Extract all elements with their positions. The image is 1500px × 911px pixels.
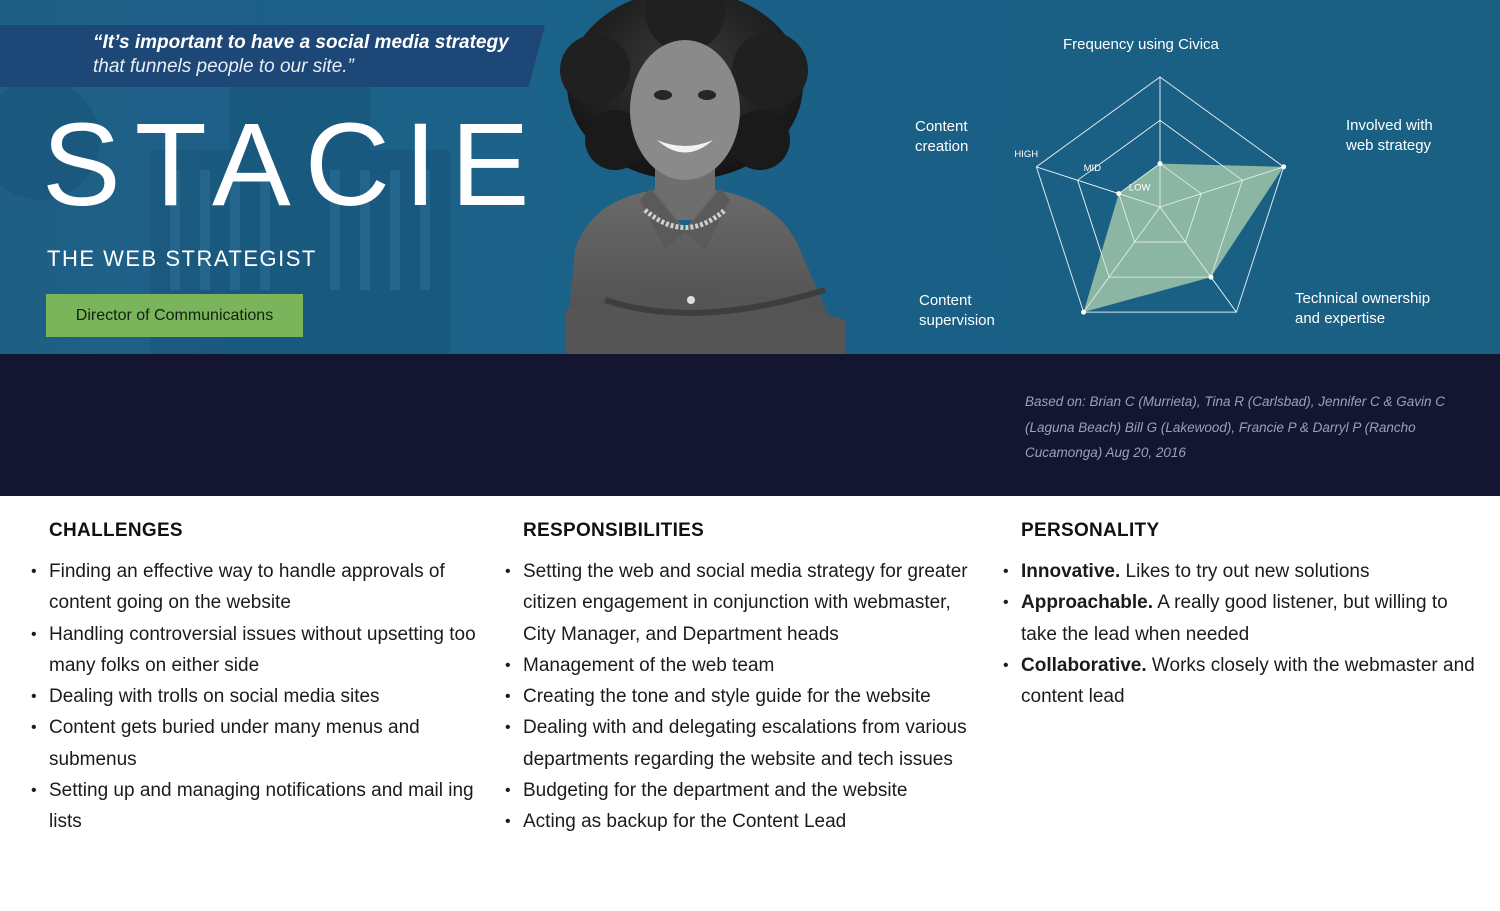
challenges-title: CHALLENGES — [49, 520, 183, 541]
persona-portrait — [545, 0, 855, 354]
role-badge: Director of Communications — [46, 294, 303, 337]
axis-label-technical — [1295, 289, 1430, 329]
responsibility-item: • Setting the web and social media strategy for greater citizen engagement in conjunction with webmaster, City Manager, and Department heads — [523, 556, 978, 650]
radar-data-area — [1084, 164, 1284, 313]
challenge-item: • Finding an effective way to handle approvals of content going on the website — [49, 556, 489, 619]
personality-trait: Collaborative. — [1021, 654, 1147, 676]
radar-data-point — [1158, 161, 1163, 166]
persona-hero — [0, 0, 1500, 354]
personality-description: Works closely with the webmaster and content lead — [1021, 654, 1475, 708]
responsibility-item: • Management of the web team — [523, 650, 978, 681]
axis-label-supervision — [919, 291, 995, 331]
responsibility-item: • Dealing with and delegating escalations from various departments regarding the website and tech issues — [523, 712, 978, 775]
challenge-item: • Setting up and managing notifications and mail ing lists — [49, 775, 489, 838]
challenge-item: • Handling controversial issues without upsetting too many folks on either side — [49, 619, 489, 682]
radar-data-point — [1281, 164, 1286, 169]
personality-item — [1021, 587, 1476, 650]
challenges-list — [49, 556, 489, 838]
responsibilities-section — [523, 520, 978, 838]
personality-trait: Innovative. — [1021, 561, 1121, 582]
responsibilities-title: RESPONSIBILITIES — [523, 520, 705, 541]
personality-description: A really good listener, but willing to take the lead when needed — [1021, 592, 1448, 645]
personality-title: PERSONALITY — [1021, 520, 1160, 541]
personality-section — [1021, 520, 1476, 712]
responsibility-item: • Creating the tone and style guide for the website — [523, 681, 978, 712]
axis-label-supervision-line1: Content — [919, 292, 972, 309]
axis-label-creation-line2: creation — [915, 138, 969, 155]
persona-quote — [93, 31, 509, 79]
radar-data-point — [1081, 310, 1086, 315]
axis-label-technical-line1: Technical ownership — [1295, 290, 1431, 307]
responsibility-item: • Acting as backup for the Content Lead — [523, 806, 978, 837]
quote-line-1: “It’s important to have a social media strategy — [93, 32, 509, 53]
radar-chart — [900, 20, 1490, 340]
radar-data-point — [1208, 275, 1213, 280]
axis-label-strategy-line2: web strategy — [1346, 137, 1432, 154]
persona-subtitle: THE WEB STRATEGIST — [47, 246, 317, 271]
challenge-item: • Dealing with trolls on social media sites — [49, 681, 489, 712]
axis-label-frequency: Frequency using Civica — [1063, 36, 1219, 53]
radar-level-label: LOW — [1128, 182, 1151, 194]
axis-label-technical-line2: and expertise — [1295, 310, 1386, 327]
persona-name: STACIE — [42, 99, 544, 231]
personality-list — [1021, 556, 1476, 712]
personality-item — [1021, 556, 1476, 587]
radar-level-label: MID — [1083, 163, 1101, 175]
personality-item — [1021, 650, 1476, 713]
axis-label-strategy-line1: Involved with — [1346, 117, 1433, 134]
axis-label-strategy — [1346, 116, 1433, 156]
personality-trait: Approachable. — [1021, 592, 1153, 614]
responsibility-item: • Budgeting for the department and the website — [523, 775, 978, 806]
axis-label-creation — [915, 117, 968, 157]
responsibilities-list — [523, 556, 978, 838]
quote-line-2: that funnels people to our site.” — [93, 56, 354, 77]
challenge-item: • Content gets buried under many menus and submenus — [49, 712, 489, 775]
personality-description: Likes to try out new solutions — [1120, 561, 1370, 582]
radar-data-point — [1116, 191, 1121, 196]
axis-label-supervision-line2: supervision — [919, 312, 995, 329]
based-on-note: Based on: Brian C (Murrieta), Tina R (Carlsbad), Jennifer C & Gavin C (Laguna Beach) Bill G (Lakewood), Francie P & Darryl P (Rancho Cucamonga) Aug 20, 2016 — [1025, 394, 1446, 460]
radar-level-label: HIGH — [1014, 148, 1039, 160]
challenges-section — [49, 520, 489, 838]
axis-label-creation-line1: Content — [915, 118, 968, 135]
